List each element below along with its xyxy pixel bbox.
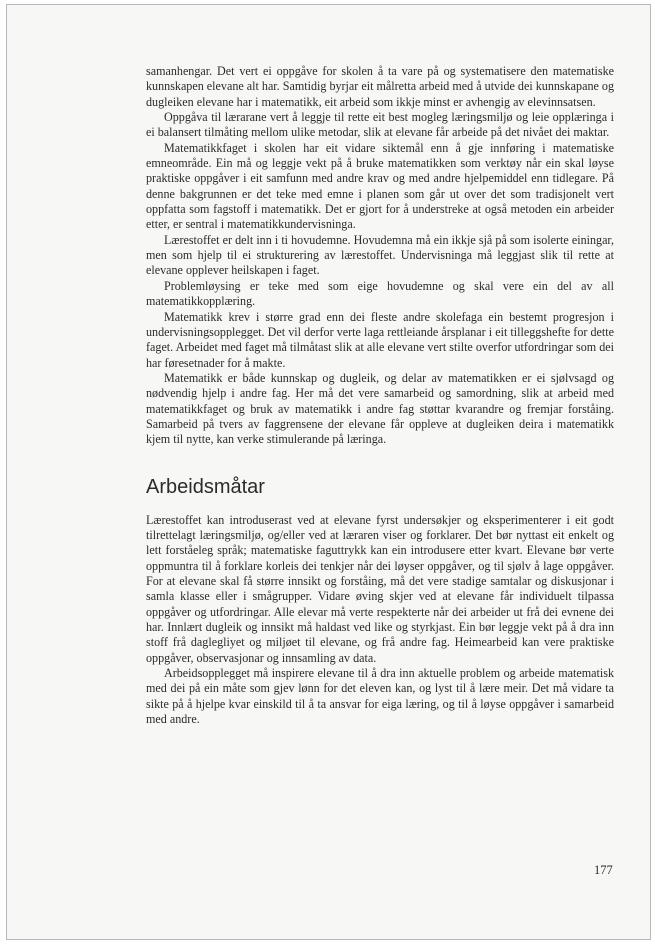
- paragraph: Oppgåva til lærarane vert å leggje til rette eit best mogleg læringsmiljø og leie opplæringa i ei balansert tilmåting mellom ulike metodar, slik at elevane får arbeide på det nivået dei maktar.: [146, 110, 614, 140]
- paragraph: Lærestoffet er delt inn i ti hovudemne. Hovudemna må ein ikkje sjå på som isolerte einingar, men som hjelp til ei strukturering av lærestoffet. Undervisninga må leggjast slik til rette at elevane opplever heilskapen i faget.: [146, 232, 614, 278]
- document-page: [6, 4, 651, 940]
- paragraph: Arbeidsopplegget må inspirere elevane til å dra inn aktuelle problem og arbeide matematisk med dei på ein måte som gjev lønn for det eleven kan, og lyst til å lære meir. Det må vidare ta sikte på å hjelpe kvar einskild til å ta ansvar for eiga læring, og til å løyse oppgåver i samarbeid med andre.: [146, 666, 614, 727]
- paragraph: Matematikk er både kunnskap og dugleik, og delar av matematikken er ei sjølvsagd og nødvendig hjelp i andre fag. Her må det vere samarbeid og samordning, slik at arbeid med matematikkfaget og bruk av matematikk i andre fag støttar kvarandre og fremjar forståing. Samarbeid på tvers av faggrensene der elevane får oppleve at dugleiken deira i matematikk kjem til nytte, kan verke stimulerande på læringa.: [146, 370, 614, 447]
- paragraph: samanhengar. Det vert ei oppgåve for skolen å ta vare på og systematisere den matematiske kunnskapen elevane alt har. Samtidig byrjar eit målretta arbeid med å utvide dei kunnskapane og dugleiken elevane har i matematikk, eit arbeid som ikkje minst er avhengig av elevinnsatsen.: [146, 64, 614, 109]
- paragraph: Matematikk krev i større grad enn dei fleste andre skolefaga ein bestemt progresjon i undervisningsopplegget. Det vil derfor verte laga rettleiande årsplanar i eit tilleggshefte for dette faget. Arbeidet med faget må tilmåtast slik at alle elevane vert stilte overfor utfordringar som dei har føresetnader for å makte.: [146, 309, 614, 370]
- section-heading: Arbeidsmåtar: [146, 475, 265, 498]
- paragraph: Matematikkfaget i skolen har eit vidare siktemål enn å gje innføring i matematiske emneområde. Ein må og leggje vekt på å bruke matematikken som verktøy når ein skal løyse praktiske oppgåver i eit samfunn med andre krav og med andre hjelpemiddel enn tidlegare. På denne bakgrunnen er det teke med emne i planen som går ut over det som tradisjonelt vert oppfatta som fagstoff i matematikk. Det er gjort for å understreke at også metoden ein arbeider etter, er sentral i matematikkundervisninga.: [146, 140, 614, 232]
- page-number: 177: [594, 863, 613, 877]
- paragraph: Lærestoffet kan introduserast ved at elevane fyrst undersøkjer og eksperimenterer i eit godt tilrettelagt læringsmiljø, og/eller ved at læraren viser og forklarer. Det bør nyttast eit enkelt og lett forståeleg språk; matematiske faguttrykk kan ein introdusere etter kvart. Elevane bør verte oppmuntra til å forklare korleis dei tenkjer når dei løyser oppgåver, og til sjølv å lage oppgåver. For at elevane skal få større innsikt og forståing, må det vere stadige samtalar og diskusjonar i samla klasse eller i smågrupper. Vidare øving skjer ved at elevane får individuelt tilpassa oppgåver og utfordringar. Alle elevar må verte respekterte når dei arbeider ut frå dei evnene dei har. Innlært dugleik og innsikt må haldast ved like og styrkjast. Ein bør leggje vekt på å dra inn stoff frå daglegliyet og miljøet til elevane, og frå andre fag. Heimearbeid kan vere praktiske oppgåver, observasjonar og innsamling av data.: [146, 512, 614, 665]
- page-body: [146, 64, 614, 727]
- paragraph: Problemløysing er teke med som eige hovudemne og skal vere ein del av all matematikkopplæring.: [146, 278, 614, 309]
